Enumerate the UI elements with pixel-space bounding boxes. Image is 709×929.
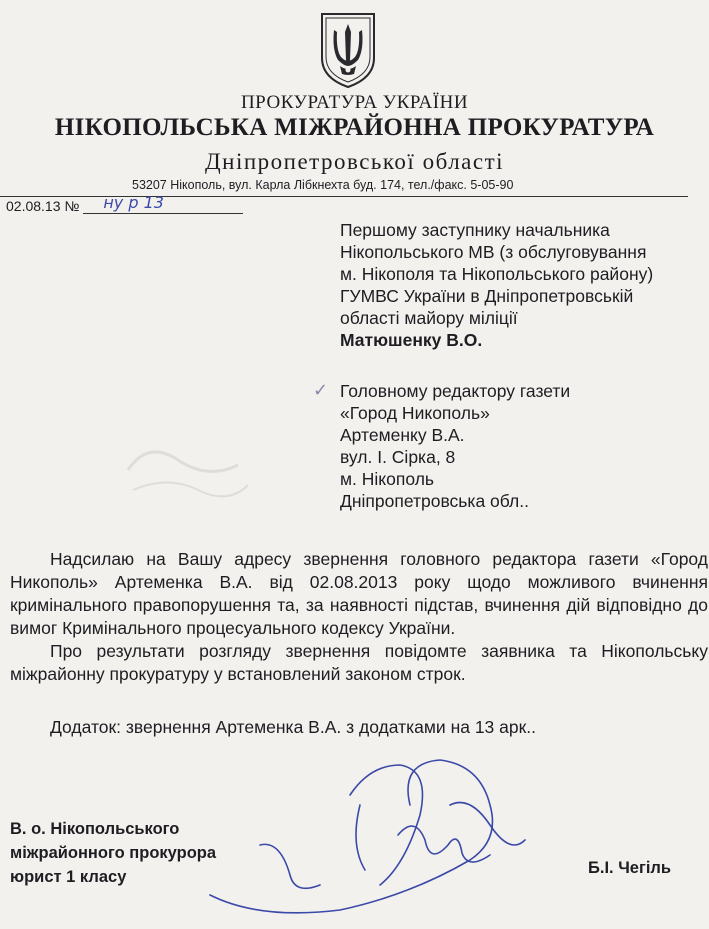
header-office-name: НІКОПОЛЬСЬКА МІЖРАЙОННА ПРОКУРАТУРА	[54, 114, 655, 141]
recipient2-line: м. Нікополь	[340, 469, 435, 489]
recipient2-line: «Город Никополь»	[340, 403, 490, 423]
header-prosecutor-ukraine: ПРОКУРАТУРА УКРАЇНИ	[240, 92, 469, 113]
recipient1-line: м. Нікополя та Нікопольського району)	[340, 264, 654, 284]
recipient-police-block	[340, 219, 653, 351]
signatory-title-line: міжрайонного прокурора	[10, 844, 217, 862]
recipient2-line: Головному редактору газети	[340, 381, 571, 401]
signatory-title-line: юрист 1 класу	[10, 868, 127, 886]
handwritten-signature-icon	[200, 745, 540, 929]
reference-number-label: №	[64, 198, 80, 214]
reference-number-handwritten: ну р 13	[103, 193, 164, 212]
recipient1-line: ГУМВС України в Дніпропетровській	[340, 286, 634, 306]
signatory-title	[10, 817, 216, 889]
recipient1-line: Першому заступнику начальника	[340, 220, 610, 240]
signatory-name: Б.І. Чегіль	[588, 859, 672, 877]
header-region: Дніпропетровської області	[204, 149, 505, 174]
signatory-title-line: В. о. Нікопольського	[10, 820, 180, 838]
header-address: 53207 Нікополь, вул. Карла Лібкнехта буд. 174, тел./факс. 5-05-90	[132, 178, 514, 192]
trident-coat-of-arms-icon	[318, 10, 378, 90]
body-paragraph-1: Надсилаю на Вашу адресу звернення головного редактора газети «Город Никополь» Артеменка В.А. від 02.08.2013 року щодо можливого вчинення кримінального правопорушення та, за наявності підстав, вчинення дій відповідно до вимог Кримінального процесуального кодексу України.	[10, 549, 708, 638]
check-mark-icon: ✓	[313, 380, 329, 401]
recipient1-name: Матюшенку В.О.	[340, 330, 483, 350]
attachment-note: Додаток: звернення Артеменка В.А. з додатками на 13 арк..	[50, 717, 537, 737]
body-paragraph-2: Про результати розгляду звернення повідомте заявника та Нікопольську міжрайонну прокуратуру у встановлений законом строк.	[10, 641, 708, 684]
outgoing-reference	[6, 193, 243, 214]
letter-body	[10, 548, 708, 686]
recipient2-line: Дніпропетровська обл..	[340, 491, 529, 511]
reference-date: 02.08.13	[6, 198, 61, 214]
recipient1-line: Нікопольського МВ (з обслуговування	[340, 242, 647, 262]
recipient2-line: Артеменку В.А.	[340, 425, 465, 445]
recipient-editor-block	[340, 380, 570, 512]
reference-number-field	[83, 193, 243, 214]
faint-stamp-smudge-icon	[118, 430, 258, 510]
recipient1-line: області майору міліції	[340, 308, 518, 328]
recipient2-line: вул. І. Сірка, 8	[340, 447, 456, 467]
